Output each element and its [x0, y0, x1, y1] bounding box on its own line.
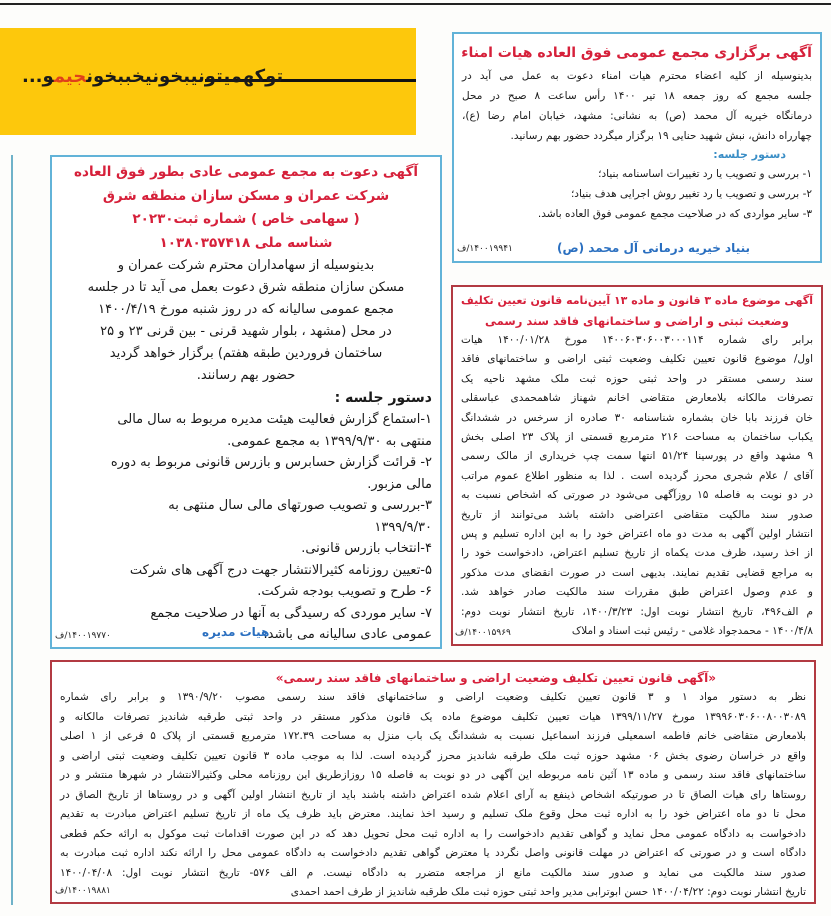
ad-code: ۱۴۰۰۱۹۸۸۱/ف: [55, 886, 111, 896]
ad-body: [461, 331, 813, 642]
text-line: واقع در خراسان رضوی بخش ۰۶ مشهد حوزه ثبت ملک طرقبه شاندیز محرز گردیده است. لذا به موجب ماده ۳ قانون تعیین تکلیف وضعیت ثبتی اراضی و: [60, 749, 806, 762]
banner-text: [22, 66, 283, 87]
text-line: م الف۴۹۶، تاریخ انتشار نوبت اول: ۱۴۰۰/۳/۲۳، تاریخ انتشار نوبت دوم:: [461, 605, 813, 618]
text-line: اول/ موضوع قانون تعیین تکلیف وضعیت ثبتی اراضی و ساختمانهای فاقد: [461, 353, 813, 366]
text-line: حضور بهم رسانند.: [196, 368, 296, 383]
text-line: تصرفات مالکانه بلامعارض متقاضی اخانم شهناز شاهمحمدی عباسقلی: [461, 392, 813, 405]
promo-banner: [0, 28, 416, 135]
ad-trustees-meeting: [452, 32, 822, 263]
text-line: خان فرزند بابا خان بشماره شناسنامه ۳۰ صادره از سرخس در ششدانگ: [461, 411, 814, 424]
banner-text-end: و...: [22, 66, 54, 87]
text-line: دادخواست به دادگاه عمومی محل نماید و گواهی تقدیم دادخواست را به اداره ثبت محل تحویل دهد که در این صورت اقدامات ثبت موکول به ارائه حکم قطعی: [60, 827, 806, 840]
text-line: جلسه مجمع که روز جمعه ۱۸ تیر ۱۴۰۰ رأس ساعت ۸ صبح در محل: [462, 90, 813, 102]
ad-title: آگهی موضوع ماده ۳ قانون و ماده ۱۳ آیین‌نامه قانون تعیین تکلیف: [461, 294, 813, 307]
text-line: بدینوسیله از کلیه اعضاء محترم هیات امناء دعوت به عمل می آید در: [462, 70, 812, 82]
ad-title: آگهی دعوت به مجمع عمومی عادی بطور فوق العاده: [74, 164, 418, 180]
ad-subtitle: وضعیت ثبتی و اراضی و ساختمانهای فاقد سند رسمی: [485, 314, 789, 328]
ad-code: ۱۴۰۰۱۹۹۴۱/ف: [457, 244, 513, 254]
text-line: روستاها رای هیات الصاق تا در صورتیکه اشخاص ذینفع به آرای اعلام شده اعتراض داشته باشند باید از تاریخ انتشار اولین آگهی و در روستاها از تاریخ الصاق در: [60, 788, 806, 801]
text-line: ۲- قرائت گزارش حسابرس و بازرس قانونی مربوط به دوره: [110, 455, 432, 470]
ad-title: «آگهی قانون تعیین تکلیف وضعیت اراضی و ساختمانهای فاقد سند رسمی»: [275, 671, 716, 685]
banner-text-main: توکهمیتونیبخونیخببخون: [86, 66, 284, 87]
text-line: نظر به دستور مواد ۱ و ۳ قانون تعیین تکلیف وضعیت اراضی و ساختمانهای فاقد سند رسمی مصوب ۱۳۹۰/۹/۲۰ و برابر رای شماره: [60, 691, 807, 703]
ad-titles: [60, 161, 432, 255]
banner-text-highlight: جیم: [53, 66, 87, 87]
text-line: از اخذ رسید، ظرف مدت یکماه از تاریخ تسلیم اعتراض، دادخواست خود را: [461, 547, 813, 560]
adjacent-column-edge: [0, 155, 13, 905]
agenda-list: [462, 164, 812, 224]
text-line: محل تا دو ماه اعتراض خود را به اداره ثبت محل وقوع ملک تسلیم و رسید اخذ نمایند. معترض باید ظرف یک ماه از تاریخ تسلیم اعتراض مبادرت به تقدیم: [60, 808, 806, 820]
text-line: یکباب ساختمان به مساحت ۲۱۶ مترمربع قسمتی از پلاک ۲۳ اصلی بخش: [461, 431, 813, 444]
text-line: در دو نوبت به فاصله ۱۵ روزآگهی می‌شود در صورتی که اشخاص نسبت به: [461, 489, 813, 502]
text-line: درمانگاه خیریه آل محمد (ص) به نشانی: مشهد، خیابان امام رضا (ع)،: [462, 110, 812, 122]
text-line: به مراجع قضایی تقدیم نمایند. بدیهی است در صورت انقضای مدت مذکور: [461, 566, 813, 579]
text-line: بدینوسیله از سهامداران محترم شرکت عمران و: [117, 258, 375, 273]
text-line: تاریخ انتشار نوبت دوم: ۱۴۰۰/۰۴/۲۲ حسن ابوترابی مدیر واحد ثبتی حوزه ثبت ملک طرقبه شاندیز از طرف احمد احمدی: [290, 886, 806, 898]
text-line: و عدم وصول اعتراض طبق مقررات سند مالکیت صادر خواهد شد.: [461, 586, 813, 599]
text-line: ساختمان فروردین طبقه هفتم) برگزار خواهد گردید: [109, 346, 383, 361]
national-id: شناسه ملی ۱۰۳۸۰۳۵۷۴۱۸: [159, 234, 333, 251]
agenda-list: [60, 409, 432, 646]
text-line: ۴-انتخاب بازرس قانونی.: [301, 541, 432, 556]
ad-land-title-law-notice: [50, 660, 816, 904]
text-line: صدور سند مالکیت متقاضی اعتراضی داشته باشد می‌توانند از تاریخ: [461, 508, 813, 521]
text-line: ۱۳۹۹/۹/۳۰: [374, 519, 432, 535]
text-line: ۵-تعیین روزنامه کثیرالانتشار جهت درج آگهی های شرکت: [129, 562, 432, 578]
agenda-heading: دستور جلسه :: [334, 390, 432, 406]
ad-body: [60, 688, 806, 903]
ad-land-registration-notice: [451, 285, 823, 646]
ad-body: [462, 66, 812, 146]
ad-company-general-meeting: [50, 155, 442, 649]
agenda-heading: دستور جلسه:: [713, 148, 786, 161]
text-line: برابر رای شماره ۱۴۰۰۶۰۳۰۶۰۰۳۰۰۰۱۱۴ مورخ ۱۴۰۰/۰۱/۲۸ هیات: [461, 334, 813, 346]
text-line: منتهی به ۱۳۹۹/۹/۳۰ به مجمع عمومی.: [227, 433, 432, 449]
ad-code: ۱۴۰۰۱۵۹۶۹/ف: [455, 628, 511, 638]
text-line: ۱۴۰۰/۴/۸ - محمدجواد غلامی - رئیس ثبت اسناد و املاک: [571, 625, 813, 638]
company-name: شرکت عمران و مسکن سازان منطقه شرق: [102, 187, 390, 204]
ad-body: [60, 255, 432, 387]
ad-code: ۱۴۰۰۱۹۷۷۰/ف: [55, 631, 111, 641]
text-line: مسکن سازان منطقه شرق دعوت بعمل می آید تا در جلسه: [87, 280, 405, 295]
text-line: دادگاه است و در صورتی که اعتراض در مهلت قانونی واصل نگردد یا معترض گواهی تقدیم دادخواست به دادگاه عمومی محل را ارائه نکند اداره ثبت مبادرت به: [60, 847, 806, 859]
page-top-rule: [0, 3, 831, 5]
text-line: چهارراه دانش، نبش شهید حنایی ۱۹ برگزار میگردد حضور بهم رسانید.: [510, 130, 812, 142]
text-line: ۱۳۹۹۶۰۳۰۶۰۰۸۰۰۳۰۸۹ مورخ ۱۳۹۹/۱۱/۲۷ هیات تعیین تکلیف موضوع ماده یک قانون مذکور مستقر در واحد ثبتی طرقبه شاندیز تصرفات مالکانه و: [60, 710, 807, 723]
text-line: صدور سند مالکیت می نماید و صدور سند مالکیت مانع از مراجعه متضرر به دادگاه نیست. م الف ۵۷۶- تاریخ انتشار نوبت اول: ۱۴۰۰/۰۴/۰۸: [60, 866, 806, 879]
text-line: ساختمانهای فاقد سند رسمی و ماده ۱۳ آئین نامه مربوطه این آگهی در دو نوبت به فاصله ۱۵ روزازطریق این روزنامه محلی وکثیرالانتشار در شهرها منتشر و در: [60, 769, 807, 781]
text-line: در محل (مشهد ، بلوار شهید قرنی - بین قرنی ۲۳ و ۲۵: [100, 324, 392, 339]
text-line: ۷- سایر موردی که رسیدگی به آنها در صلاحیت مجمع: [150, 605, 432, 621]
text-line: آقای / علام شجری محرز گردیده است . لذا به منظور اطلاع عموم مراتب: [461, 469, 813, 482]
ad-signature: هیات مدیره: [202, 625, 270, 639]
text-line: عمومی عادی سالیانه می باشد.: [263, 627, 432, 642]
text-line: ۹ مشهد واقع در پورسینا ۵۱/۲۴ انتها سمت چپ خریداری از مالک رسمی: [461, 450, 814, 463]
text-line: ۳-بررسی و تصویب صورتهای مالی سال منتهی به: [168, 498, 432, 513]
text-line: ۱- بررسی و تصویب یا رد تغییرات اساسنامه بنیاد؛: [598, 168, 812, 180]
ad-title: آگهی برگزاری مجمع عمومی فوق العاده هیات امناء: [461, 45, 812, 61]
text-line: مجمع عمومی سالیانه که در روز شنبه مورخ ۱۴۰۰/۴/۱۹: [98, 302, 394, 317]
text-line: ۲- بررسی و تصویب یا رد تغییر روش اجرایی هدف بنیاد؛: [570, 188, 812, 200]
ad-signature: بنیاد خیریه درمانی آل محمد (ص): [557, 241, 750, 255]
text-line: ۶- طرح و تصویب بودجه شرکت.: [257, 584, 432, 599]
text-line: مالی مزبور.: [367, 476, 432, 492]
text-line: ۳- سایر مواردی که در صلاحیت مجمع عمومی فوق العاده باشد.: [537, 208, 812, 220]
text-line: بلامعارض متقاضی خانم فاطمه اسمعیلی فرزند اسماعیل نسبت به ششدانگ یک باب منزل به مساحت ۱۷۲.۳۹ مترمربع قسمتی از پلاک ۵ فرعی از ۱ اصلی: [60, 730, 807, 742]
text-line: ۱-استماع گزارش فعالیت هیئت مدیره مربوط به سال مالی: [117, 412, 432, 427]
text-line: انتشار اولین آگهی به مدت دو ماه اعتراض خود را به این اداره تسلیم و پس: [461, 528, 813, 541]
text-line: سند رسمی مستقر در واحد ثبتی حوزه ثبت ملک مشهد ناحیه یک: [461, 372, 813, 385]
registration-number: ( سهامی خاص ) شماره ثبت۲۰۲۳۰: [132, 211, 360, 227]
